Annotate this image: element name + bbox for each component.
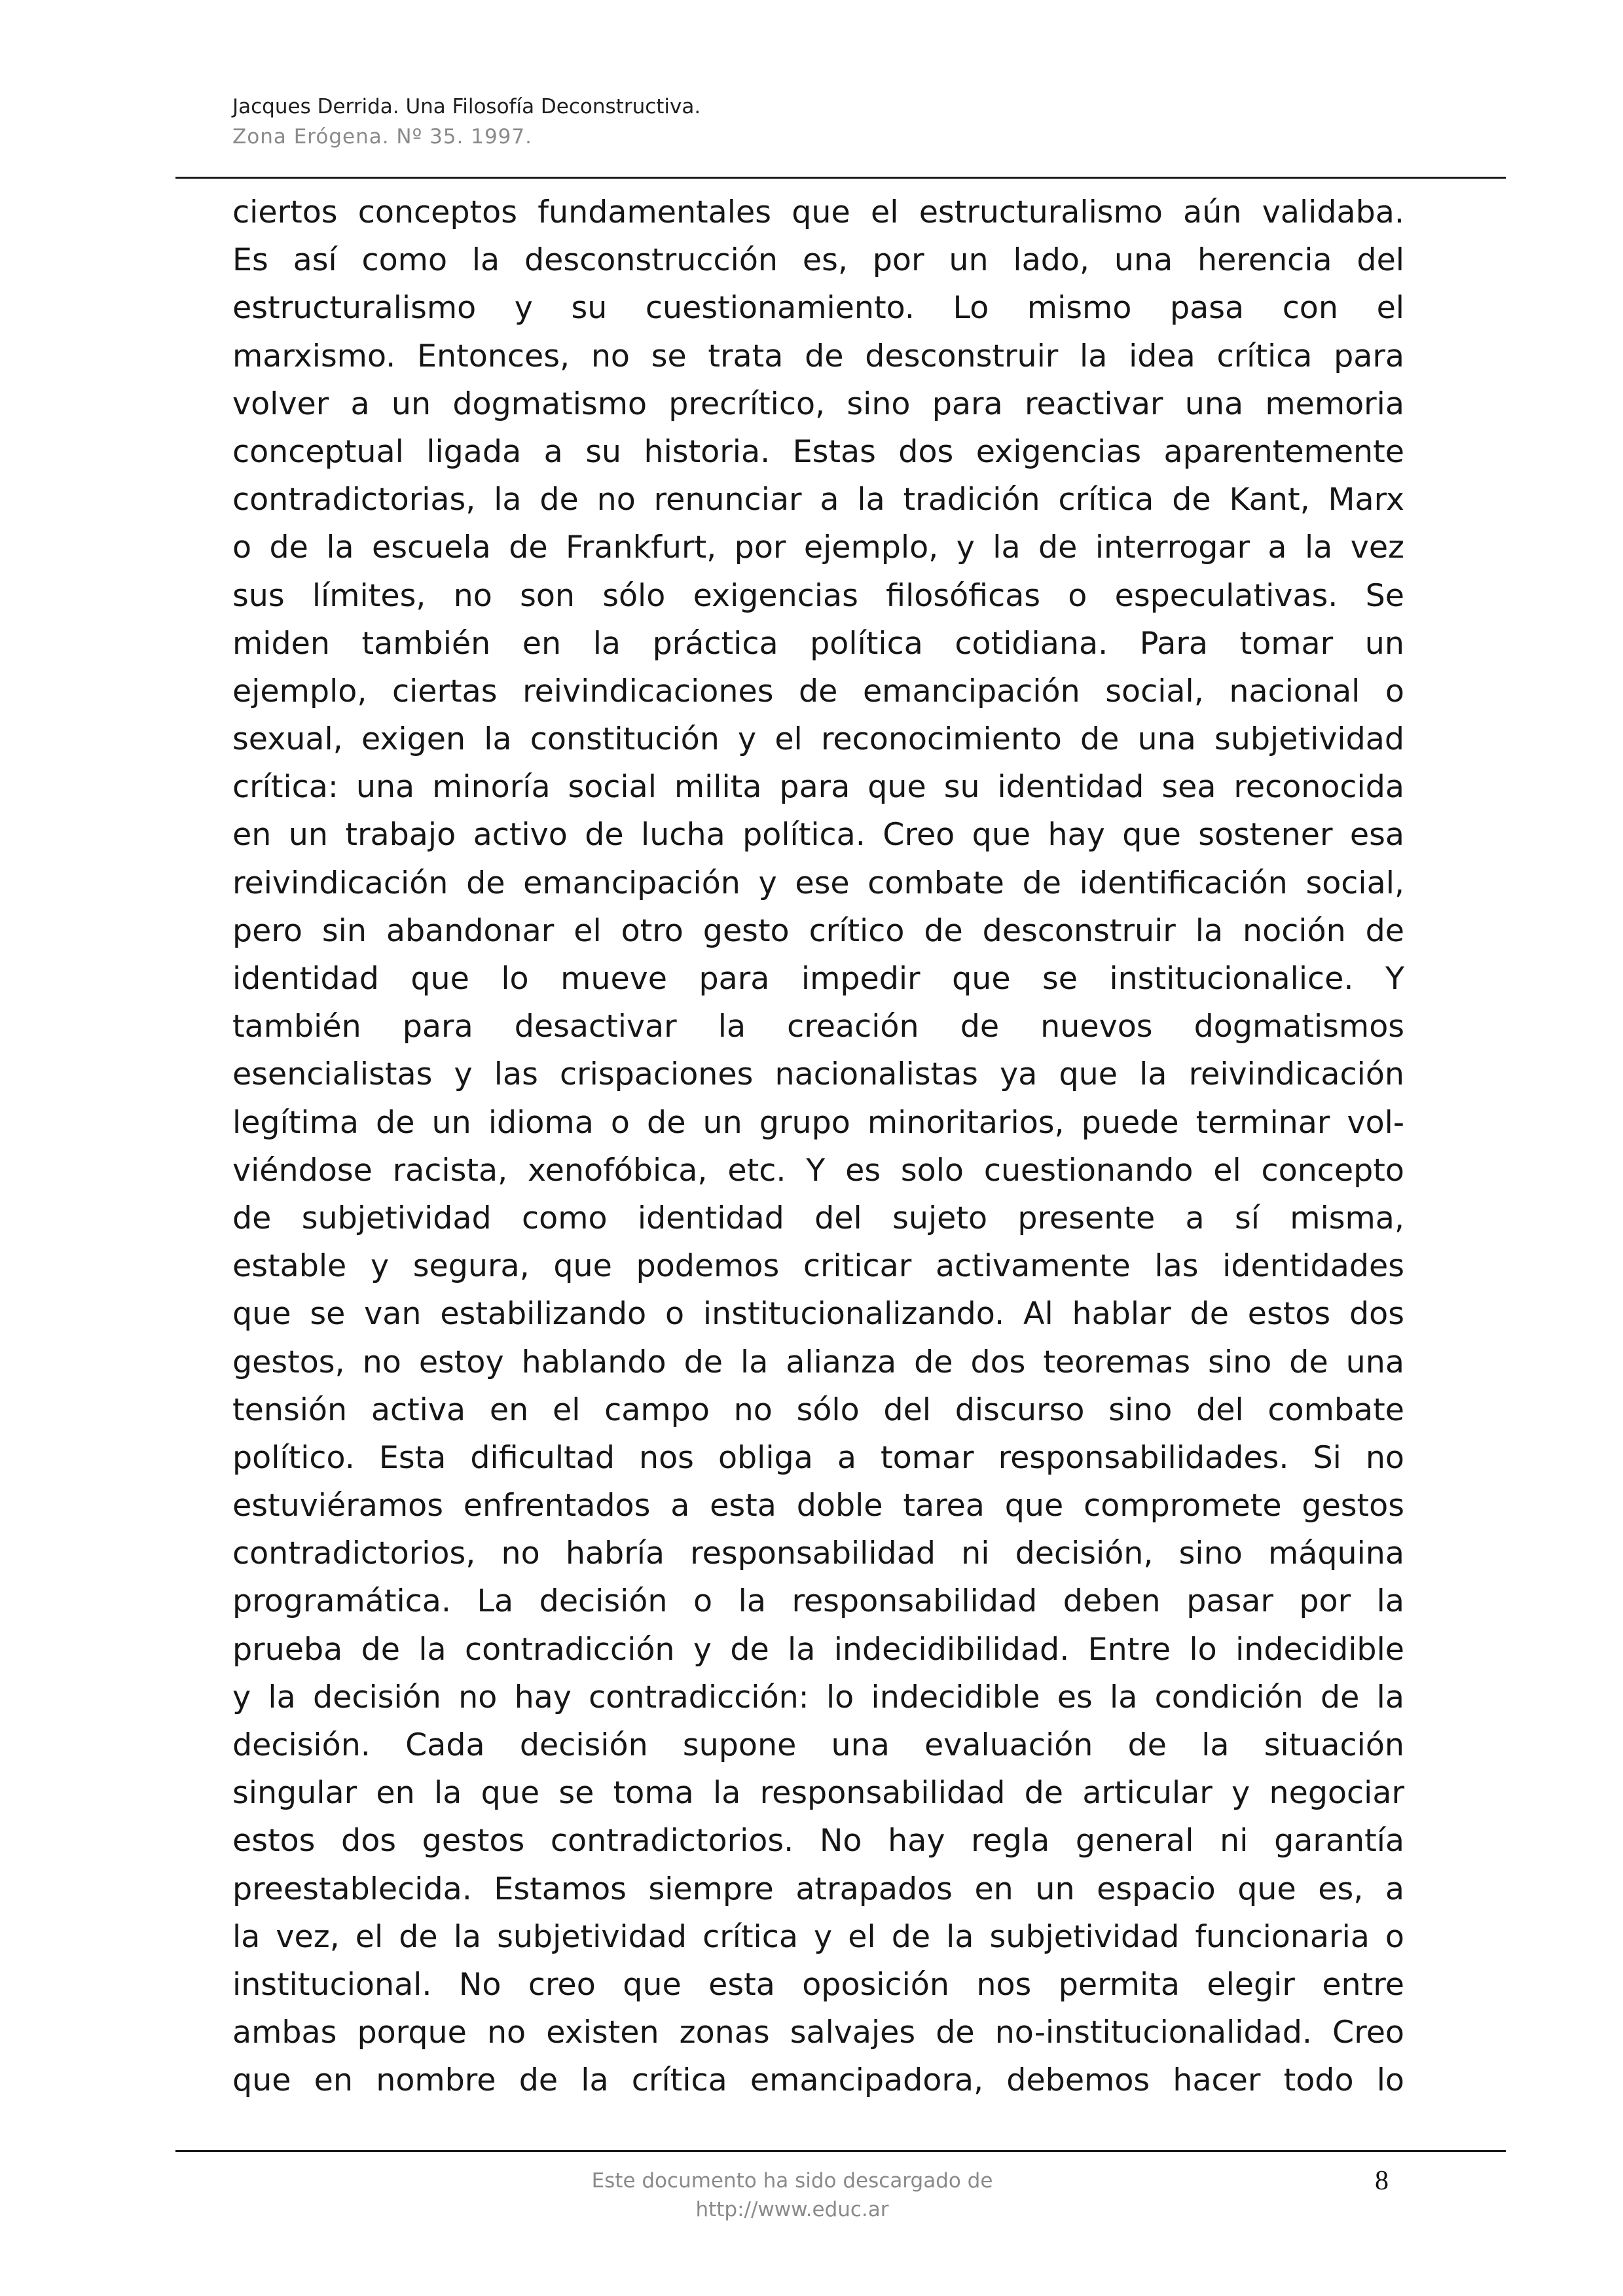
text-line: o de la escuela de Frankfurt, por ejemplo, y la de interrogar a la vez — [232, 529, 1404, 566]
text-line: decisión. Cada decisión supone una evaluación de la situación — [232, 1727, 1404, 1763]
text-line: contradictorios, no habría responsabilidad ni decisión, sino máquina — [232, 1535, 1404, 1572]
page-number: 8 — [1375, 2166, 1389, 2196]
text-line: preestablecida. Estamos siempre atrapados en un espacio que es, a — [232, 1871, 1404, 1907]
text-line: institucional. No creo que esta oposición nos permita elegir entre — [232, 1966, 1404, 2003]
text-line: contradictorias, la de no renunciar a la tradición crítica de Kant, Marx — [232, 482, 1404, 518]
text-line: tensión activa en el campo no sólo del discurso sino del combate — [232, 1391, 1404, 1428]
text-line: sexual, exigen la constitución y el reconocimiento de una subjetividad — [232, 721, 1404, 758]
text-line: estructuralismo y su cuestionamiento. Lo mismo pasa con el — [232, 290, 1404, 327]
text-line: pero sin abandonar el otro gesto crítico de desconstruir la noción de — [232, 912, 1404, 949]
text-line: singular en la que se toma la responsabilidad de articular y negociar — [232, 1775, 1404, 1812]
text-line: conceptual ligada a su historia. Estas dos exigencias aparentemente — [232, 433, 1404, 470]
text-line: sus límites, no son sólo exigencias filosóficas o especulativas. Se — [232, 577, 1404, 614]
download-notice-url[interactable]: http://www.educ.ar — [695, 2198, 889, 2221]
text-line: ejemplo, ciertas reivindicaciones de emancipación social, nacional o — [232, 673, 1404, 709]
text-line: Es así como la desconstrucción es, por un lado, una herencia del — [232, 242, 1404, 279]
text-line: también para desactivar la creación de nuevos dogmatismos — [232, 1009, 1404, 1045]
text-line: y la decisión no hay contradicción: lo indecidible es la condición de la — [232, 1679, 1404, 1715]
text-line: programática. La decisión o la responsabilidad deben pasar por la — [232, 1583, 1404, 1620]
header-title: Jacques Derrida. Una Filosofía Deconstructiva. — [232, 95, 701, 118]
text-line: que en nombre de la crítica emancipadora, debemos hacer todo lo — [232, 2062, 1404, 2099]
text-line: estuviéramos enfrentados a esta doble tarea que compromete gestos — [232, 1488, 1404, 1524]
text-line: volver a un dogmatismo precrítico, sino para reactivar una memoria — [232, 386, 1404, 422]
text-line: prueba de la contradicción y de la indecidibilidad. Entre lo indecidible — [232, 1631, 1404, 1668]
text-line: que se van estabilizando o institucionalizando. Al hablar de estos dos — [232, 1296, 1404, 1333]
text-line: miden también en la práctica política cotidiana. Para tomar un — [232, 625, 1404, 662]
text-line: político. Esta dificultad nos obliga a tomar responsabilidades. Si no — [232, 1439, 1404, 1476]
text-line: identidad que lo mueve para impedir que se institucionalice. Y — [232, 961, 1404, 997]
text-line: esencialistas y las crispaciones nacionalistas ya que la reivindicación — [232, 1056, 1404, 1093]
header-subtitle: Zona Erógena. Nº 35. 1997. — [232, 125, 532, 149]
text-line: estable y segura, que podemos criticar activamente las identidades — [232, 1248, 1404, 1285]
text-line: estos dos gestos contradictorios. No hay regla general ni garantía — [232, 1823, 1404, 1859]
download-notice — [563, 2166, 1021, 2224]
text-line: legítima de un idioma o de un grupo minoritarios, puede terminar vol- — [232, 1104, 1404, 1141]
header-divider — [175, 177, 1506, 179]
text-line: reivindicación de emancipación y ese combate de identificación social, — [232, 865, 1404, 901]
text-line: ambas porque no existen zonas salvajes de no-institucionalidad. Creo — [232, 2015, 1404, 2051]
text-line: ciertos conceptos fundamentales que el estructuralismo aún validaba. — [232, 194, 1404, 230]
text-line: marxismo. Entonces, no se trata de desconstruir la idea crítica para — [232, 338, 1404, 374]
footer-divider — [175, 2150, 1506, 2152]
body-text — [232, 188, 1404, 2105]
text-line: en un trabajo activo de lucha política. Creo que hay que sostener esa — [232, 817, 1404, 853]
download-notice-text: Este documento ha sido descargado de — [591, 2169, 993, 2193]
text-line: crítica: una minoría social milita para que su identidad sea reconocida — [232, 769, 1404, 806]
text-line: la vez, el de la subjetividad crítica y el de la subjetividad funcionaria o — [232, 1918, 1404, 1955]
running-header — [232, 92, 701, 152]
text-line: gestos, no estoy hablando de la alianza de dos teoremas sino de una — [232, 1344, 1404, 1380]
text-line: de subjetividad como identidad del sujeto presente a sí misma, — [232, 1200, 1404, 1236]
text-line: viéndose racista, xenofóbica, etc. Y es solo cuestionando el concepto — [232, 1152, 1404, 1189]
